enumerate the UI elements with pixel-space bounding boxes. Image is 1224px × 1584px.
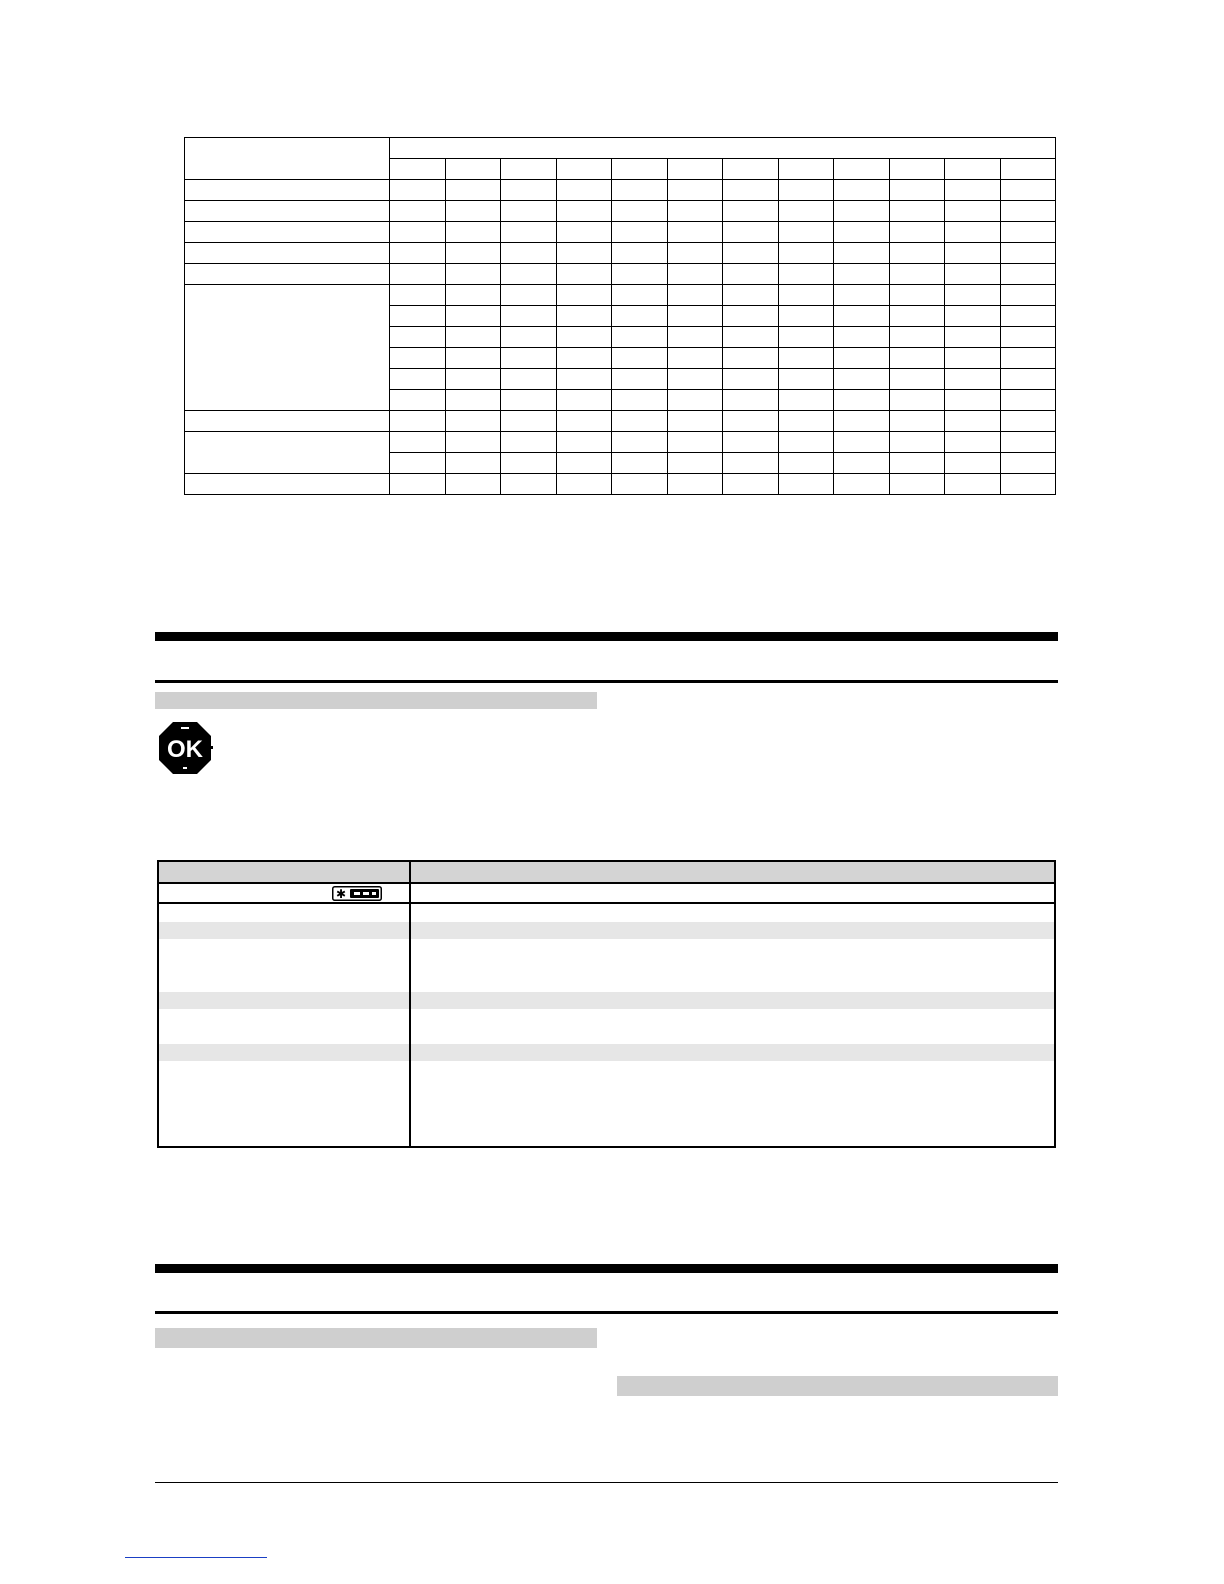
grid-cell (834, 453, 890, 474)
grid-cell (445, 327, 501, 348)
grid-row-label (185, 411, 390, 432)
grid-cell (945, 369, 1001, 390)
subsection-bar (155, 1328, 597, 1348)
grid-cell (723, 348, 779, 369)
grid-cell (501, 180, 557, 201)
grid-cell (612, 474, 668, 495)
section-rule-thin (155, 1311, 1058, 1314)
grid-header-cell (445, 159, 501, 180)
star-key-icon (332, 886, 382, 901)
grid-cell (390, 432, 446, 453)
grid-cell (723, 264, 779, 285)
grid-cell (612, 222, 668, 243)
grid-cell (834, 306, 890, 327)
grid-cell (723, 180, 779, 201)
grid-cell (1000, 348, 1056, 369)
grid-cell (667, 453, 723, 474)
grid-cell (445, 453, 501, 474)
grid-cell (834, 180, 890, 201)
grid-cell (556, 411, 612, 432)
grid-cell (834, 264, 890, 285)
grid-cell (1000, 222, 1056, 243)
ok-key-icon (157, 720, 213, 776)
info-shaded-row (159, 922, 1054, 939)
grid-cell (834, 474, 890, 495)
grid-cell (667, 348, 723, 369)
grid-cell (889, 201, 945, 222)
grid-cell (723, 411, 779, 432)
grid-cell (834, 390, 890, 411)
grid-row (185, 201, 1056, 222)
grid-cell (556, 348, 612, 369)
grid-cell (667, 201, 723, 222)
grid-header-span-cell (390, 138, 1056, 159)
grid-cell (612, 348, 668, 369)
info-shaded-row (159, 1044, 1054, 1061)
grid-cell (723, 201, 779, 222)
grid-cell (667, 222, 723, 243)
section-rule-thick (155, 1264, 1058, 1273)
grid-cell (1000, 327, 1056, 348)
grid-cell (667, 285, 723, 306)
grid-cell (889, 306, 945, 327)
grid-cell (445, 411, 501, 432)
grid-cell (390, 306, 446, 327)
grid-cell (834, 285, 890, 306)
grid-cell (723, 453, 779, 474)
grid-header-cell (390, 159, 446, 180)
grid-cell (945, 243, 1001, 264)
grid-cell (612, 432, 668, 453)
section-rule-thick (155, 632, 1058, 641)
grid-cell (445, 285, 501, 306)
grid-row-label (185, 180, 390, 201)
grid-cell (778, 243, 834, 264)
grid-cell (889, 432, 945, 453)
grid-cell (667, 243, 723, 264)
grid-cell (501, 348, 557, 369)
subsection-bar (617, 1376, 1058, 1396)
grid-cell (945, 453, 1001, 474)
grid-cell (390, 222, 446, 243)
grid-row (185, 411, 1056, 432)
grid-cell (501, 369, 557, 390)
grid-cell (612, 369, 668, 390)
grid-cell (1000, 180, 1056, 201)
grid-cell (501, 201, 557, 222)
grid-cell (445, 180, 501, 201)
grid-cell (778, 264, 834, 285)
grid-cell (445, 474, 501, 495)
grid-cell (945, 222, 1001, 243)
grid-cell (723, 222, 779, 243)
grid-cell (501, 306, 557, 327)
grid-cell (778, 285, 834, 306)
grid-cell (723, 306, 779, 327)
grid-cell (945, 180, 1001, 201)
grid-cell (945, 348, 1001, 369)
star-key-symbol: ✱ (335, 887, 347, 901)
grid-cell (445, 243, 501, 264)
grid-cell (501, 411, 557, 432)
info-table (157, 860, 1056, 1148)
grid-cell (445, 369, 501, 390)
grid-cell (945, 432, 1001, 453)
grid-row (185, 243, 1056, 264)
grid-cell (834, 222, 890, 243)
grid-cell (556, 306, 612, 327)
grid-cell (945, 306, 1001, 327)
grid-cell (945, 285, 1001, 306)
grid-cell (889, 369, 945, 390)
grid-row (185, 432, 1056, 453)
grid-cell (778, 348, 834, 369)
grid-cell (501, 390, 557, 411)
grid-cell (612, 306, 668, 327)
grid-cell (556, 264, 612, 285)
grid-header-row (185, 138, 1056, 159)
grid-cell (501, 327, 557, 348)
grid-cell (889, 348, 945, 369)
grid-header-cell (945, 159, 1001, 180)
grid-cell (501, 453, 557, 474)
grid-row (185, 285, 1056, 306)
grid-header-label-cell (185, 138, 390, 180)
grid-cell (445, 390, 501, 411)
grid-cell (390, 453, 446, 474)
info-table-header (159, 862, 1054, 883)
grid-cell (445, 201, 501, 222)
info-shaded-row (159, 992, 1054, 1009)
grid-header-cell (1000, 159, 1056, 180)
grid-cell (612, 180, 668, 201)
grid-cell (778, 201, 834, 222)
grid-row (185, 222, 1056, 243)
grid-row (185, 474, 1056, 495)
grid-cell (834, 327, 890, 348)
grid-cell (945, 201, 1001, 222)
grid-header-cell (556, 159, 612, 180)
grid-cell (1000, 474, 1056, 495)
grid-cell (778, 306, 834, 327)
ok-key-label: OK (167, 736, 203, 763)
footer-link[interactable] (125, 1557, 267, 1558)
grid-cell (667, 306, 723, 327)
subsection-bar (155, 692, 597, 709)
grid-cell (667, 180, 723, 201)
grid-cell (889, 285, 945, 306)
grid-cell (556, 390, 612, 411)
grid-cell (945, 327, 1001, 348)
grid-cell (612, 327, 668, 348)
grid-row-label (185, 285, 390, 411)
grid-cell (501, 432, 557, 453)
grid-cell (889, 180, 945, 201)
grid-cell (390, 201, 446, 222)
grid-header-cell (501, 159, 557, 180)
grid-cell (390, 243, 446, 264)
grid-header-cell (667, 159, 723, 180)
grid-cell (778, 222, 834, 243)
grid-header-cell (778, 159, 834, 180)
grid-cell (834, 201, 890, 222)
grid-header-cell (612, 159, 668, 180)
footer-rule (155, 1482, 1058, 1483)
grid-cell (778, 327, 834, 348)
grid-cell (556, 369, 612, 390)
grid-cell (945, 390, 1001, 411)
grid-cell (945, 264, 1001, 285)
grid-cell (834, 369, 890, 390)
grid-header-cell (889, 159, 945, 180)
grid-cell (945, 411, 1001, 432)
grid-row-label (185, 243, 390, 264)
grid-cell (834, 432, 890, 453)
grid-cell (778, 453, 834, 474)
grid-cell (390, 411, 446, 432)
grid-cell (667, 432, 723, 453)
grid-header-cell (834, 159, 890, 180)
grid-cell (556, 474, 612, 495)
grid-cell (445, 348, 501, 369)
grid-cell (612, 390, 668, 411)
grid-row (185, 264, 1056, 285)
grid-cell (834, 348, 890, 369)
grid-cell (1000, 306, 1056, 327)
grid-cell (612, 201, 668, 222)
grid-cell (723, 285, 779, 306)
grid-cell (556, 285, 612, 306)
grid-header-cell (723, 159, 779, 180)
grid-cell (445, 222, 501, 243)
grid-cell (501, 243, 557, 264)
grid-cell (556, 180, 612, 201)
grid-cell (778, 411, 834, 432)
grid-cell (778, 432, 834, 453)
grid-cell (723, 327, 779, 348)
grid-cell (723, 369, 779, 390)
grid-row-label (185, 201, 390, 222)
grid-cell (445, 432, 501, 453)
grid-cell (612, 285, 668, 306)
grid-cell (889, 327, 945, 348)
grid-cell (889, 243, 945, 264)
grid-cell (501, 222, 557, 243)
grid-cell (834, 411, 890, 432)
grid-cell (390, 285, 446, 306)
grid-cell (390, 348, 446, 369)
grid-cell (390, 474, 446, 495)
grid-cell (556, 222, 612, 243)
grid-cell (667, 474, 723, 495)
section-rule-thin (155, 680, 1058, 683)
grid-cell (889, 222, 945, 243)
grid-cell (501, 474, 557, 495)
grid-cell (723, 432, 779, 453)
grid-cell (556, 453, 612, 474)
grid-cell (667, 369, 723, 390)
grid-cell (889, 390, 945, 411)
info-row-line (159, 882, 1054, 884)
grid-cell (667, 390, 723, 411)
grid-cell (778, 390, 834, 411)
grid-cell (889, 474, 945, 495)
grid-cell (612, 264, 668, 285)
grid-cell (945, 474, 1001, 495)
grid-cell (501, 264, 557, 285)
grid-cell (556, 327, 612, 348)
grid-cell (390, 264, 446, 285)
grid-cell (667, 264, 723, 285)
grid-cell (390, 327, 446, 348)
grid-table (184, 137, 1056, 495)
grid-cell (723, 390, 779, 411)
grid-cell (723, 243, 779, 264)
grid-cell (445, 264, 501, 285)
grid-row-label (185, 432, 390, 474)
grid-cell (1000, 285, 1056, 306)
grid-cell (612, 411, 668, 432)
grid-cell (1000, 432, 1056, 453)
grid-cell (723, 474, 779, 495)
grid-cell (1000, 411, 1056, 432)
grid-cell (390, 180, 446, 201)
grid-row-label (185, 474, 390, 495)
grid-cell (556, 201, 612, 222)
grid-cell (889, 411, 945, 432)
grid-row (185, 180, 1056, 201)
grid-cell (667, 411, 723, 432)
grid-row-label (185, 222, 390, 243)
grid-cell (445, 306, 501, 327)
grid-cell (889, 453, 945, 474)
grid-cell (390, 390, 446, 411)
info-column-divider (409, 862, 411, 1146)
grid-cell (501, 285, 557, 306)
grid-cell (390, 369, 446, 390)
grid-row-label (185, 264, 390, 285)
grid-cell (556, 243, 612, 264)
grid-cell (612, 243, 668, 264)
grid-cell (1000, 243, 1056, 264)
grid-cell (778, 369, 834, 390)
grid-cell (1000, 369, 1056, 390)
grid-cell (556, 432, 612, 453)
grid-cell (667, 327, 723, 348)
grid-cell (778, 180, 834, 201)
grid-cell (889, 264, 945, 285)
info-row-line (159, 902, 1054, 904)
grid-cell (1000, 453, 1056, 474)
grid-cell (834, 243, 890, 264)
grid-cell (612, 453, 668, 474)
grid-cell (1000, 201, 1056, 222)
grid-cell (778, 474, 834, 495)
grid-cell (1000, 264, 1056, 285)
grid-cell (1000, 390, 1056, 411)
